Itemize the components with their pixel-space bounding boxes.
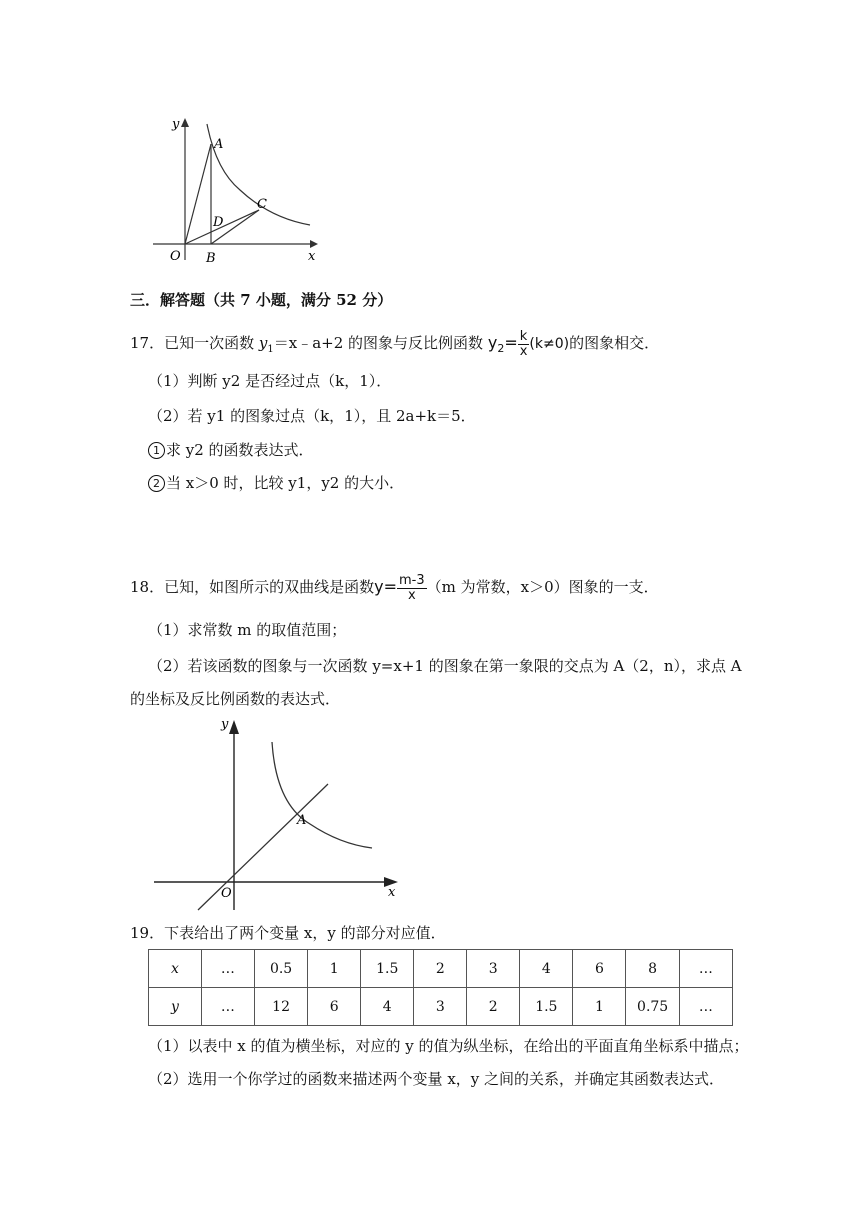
q17-stem: 17．已知一次函数 $y_1=x﹣a+2$ 的图象与反比例函数 $y_2=$ $\frac{k}{x}$ (k≠0)的图象相交． [130, 328, 660, 359]
q19-number: 19． [130, 924, 165, 942]
table-cell: 4 [520, 950, 573, 988]
q18-stem-b: （m 为常数，x＞0）图象的一支． [426, 578, 659, 596]
q17-number: 17． [130, 334, 165, 352]
q17-stem-c: 的图象相交． [569, 334, 660, 352]
figure-2-hyperbola-line [150, 714, 410, 914]
fig1-origin-label: O [170, 249, 181, 264]
fig1-point-a-label: A [214, 137, 224, 152]
fig2-origin-label: O [221, 886, 232, 901]
q18-part-2: （2）若该函数的图象与一次函数 y=x+1 的图象在第一象限的交点为 A（2，n），求点 A [148, 657, 742, 675]
q18-part-1: （1）求常数 m 的取值范围； [148, 621, 347, 639]
q17-frac-den: x [519, 343, 528, 359]
table-cell: 0.5 [254, 950, 307, 988]
q17-part-2-1 [148, 440, 314, 460]
table-cell: 0.75 [626, 988, 679, 1026]
fig2-y-label: y [221, 717, 229, 732]
table-cell: 1.5 [361, 950, 414, 988]
q17-y2-sub: 2 [497, 342, 505, 355]
q18-frac-den: x [407, 587, 416, 603]
table-cell: … [201, 988, 254, 1026]
table-cell: … [201, 950, 254, 988]
table-cell: 2 [467, 988, 520, 1026]
table-cell: 1 [573, 988, 626, 1026]
q18-y-eq: y= [374, 577, 397, 596]
q19-stem [130, 923, 446, 943]
q18-fraction [397, 574, 427, 603]
q17-eq: ＝x﹣a+2 [273, 334, 344, 352]
table-cell: … [679, 950, 732, 988]
q17-part-2-2-text: 当 x＞0 时，比较 y1，y2 的大小． [166, 474, 405, 492]
table-cell: x [149, 950, 202, 988]
q19-stem-text: 下表给出了两个变量 x，y 的部分对应值． [164, 924, 446, 942]
q18-stem [130, 572, 659, 603]
q17-y1-sub: 1 [267, 344, 274, 355]
q18-part-2-cont: 的坐标及反比例函数的表达式． [130, 690, 341, 708]
q19-part-2: （2）选用一个你学过的函数来描述两个变量 x，y 之间的关系，并确定其函数表达式． [148, 1070, 725, 1088]
section-heading: 三．解答题（共 7 小题，满分 52 分） [130, 291, 393, 309]
q17-stem-a: 已知一次函数 [164, 334, 255, 352]
q17-stem-b: 的图象与反比例函数 [348, 334, 484, 352]
table-cell: 1 [308, 950, 361, 988]
circled-1-icon: 1 [148, 442, 165, 459]
q17-y1: y [258, 334, 268, 352]
q17-fraction [518, 330, 530, 359]
table-cell: … [679, 988, 732, 1026]
table-cell: y [149, 988, 202, 1026]
q17-frac-num: k [518, 330, 530, 345]
q17-part-2-2 [148, 473, 404, 493]
q18-number: 18． [130, 578, 165, 596]
figure-1-hyperbola [150, 110, 330, 270]
q18-frac-num: m-3 [398, 572, 425, 588]
table-cell: 2 [414, 950, 467, 988]
table-cell: 6 [308, 988, 361, 1026]
q19-part-1: （1）以表中 x 的值为横坐标，对应的 y 的值为纵坐标，在给出的平面直角坐标系中描点； [148, 1037, 749, 1055]
fig2-point-a-label: A [297, 813, 307, 828]
fig1-x-label: x [308, 249, 316, 264]
q18-stem-a: 已知，如图所示的双曲线是函数 [164, 578, 375, 596]
q17-part-1: （1）判断 y2 是否经过点（k，1）． [148, 372, 392, 390]
fig2-x-label: x [388, 885, 396, 900]
table-row-y [149, 988, 733, 1026]
q17-y2: y [487, 333, 498, 352]
q17-part-2-1-text: 求 y2 的函数表达式． [166, 441, 314, 459]
xy-value-table [148, 949, 733, 1026]
table-cell: 3 [467, 950, 520, 988]
q17-part-2: （2）若 y1 的图象过点（k，1），且 2a+k＝5． [148, 407, 476, 425]
table-cell: 3 [414, 988, 467, 1026]
table-cell: 12 [254, 988, 307, 1026]
q17-condition: (k≠0) [529, 336, 570, 352]
fig1-point-d-label: D [213, 215, 224, 230]
circled-2-icon: 2 [148, 475, 165, 492]
fig1-point-b-label: B [206, 251, 216, 266]
table-row-x [149, 950, 733, 988]
fig1-y-label: y [172, 117, 180, 132]
table-cell: 1.5 [520, 988, 573, 1026]
table-cell: 8 [626, 950, 679, 988]
fig1-point-c-label: C [257, 197, 267, 212]
table-cell: 4 [361, 988, 414, 1026]
table-cell: 6 [573, 950, 626, 988]
